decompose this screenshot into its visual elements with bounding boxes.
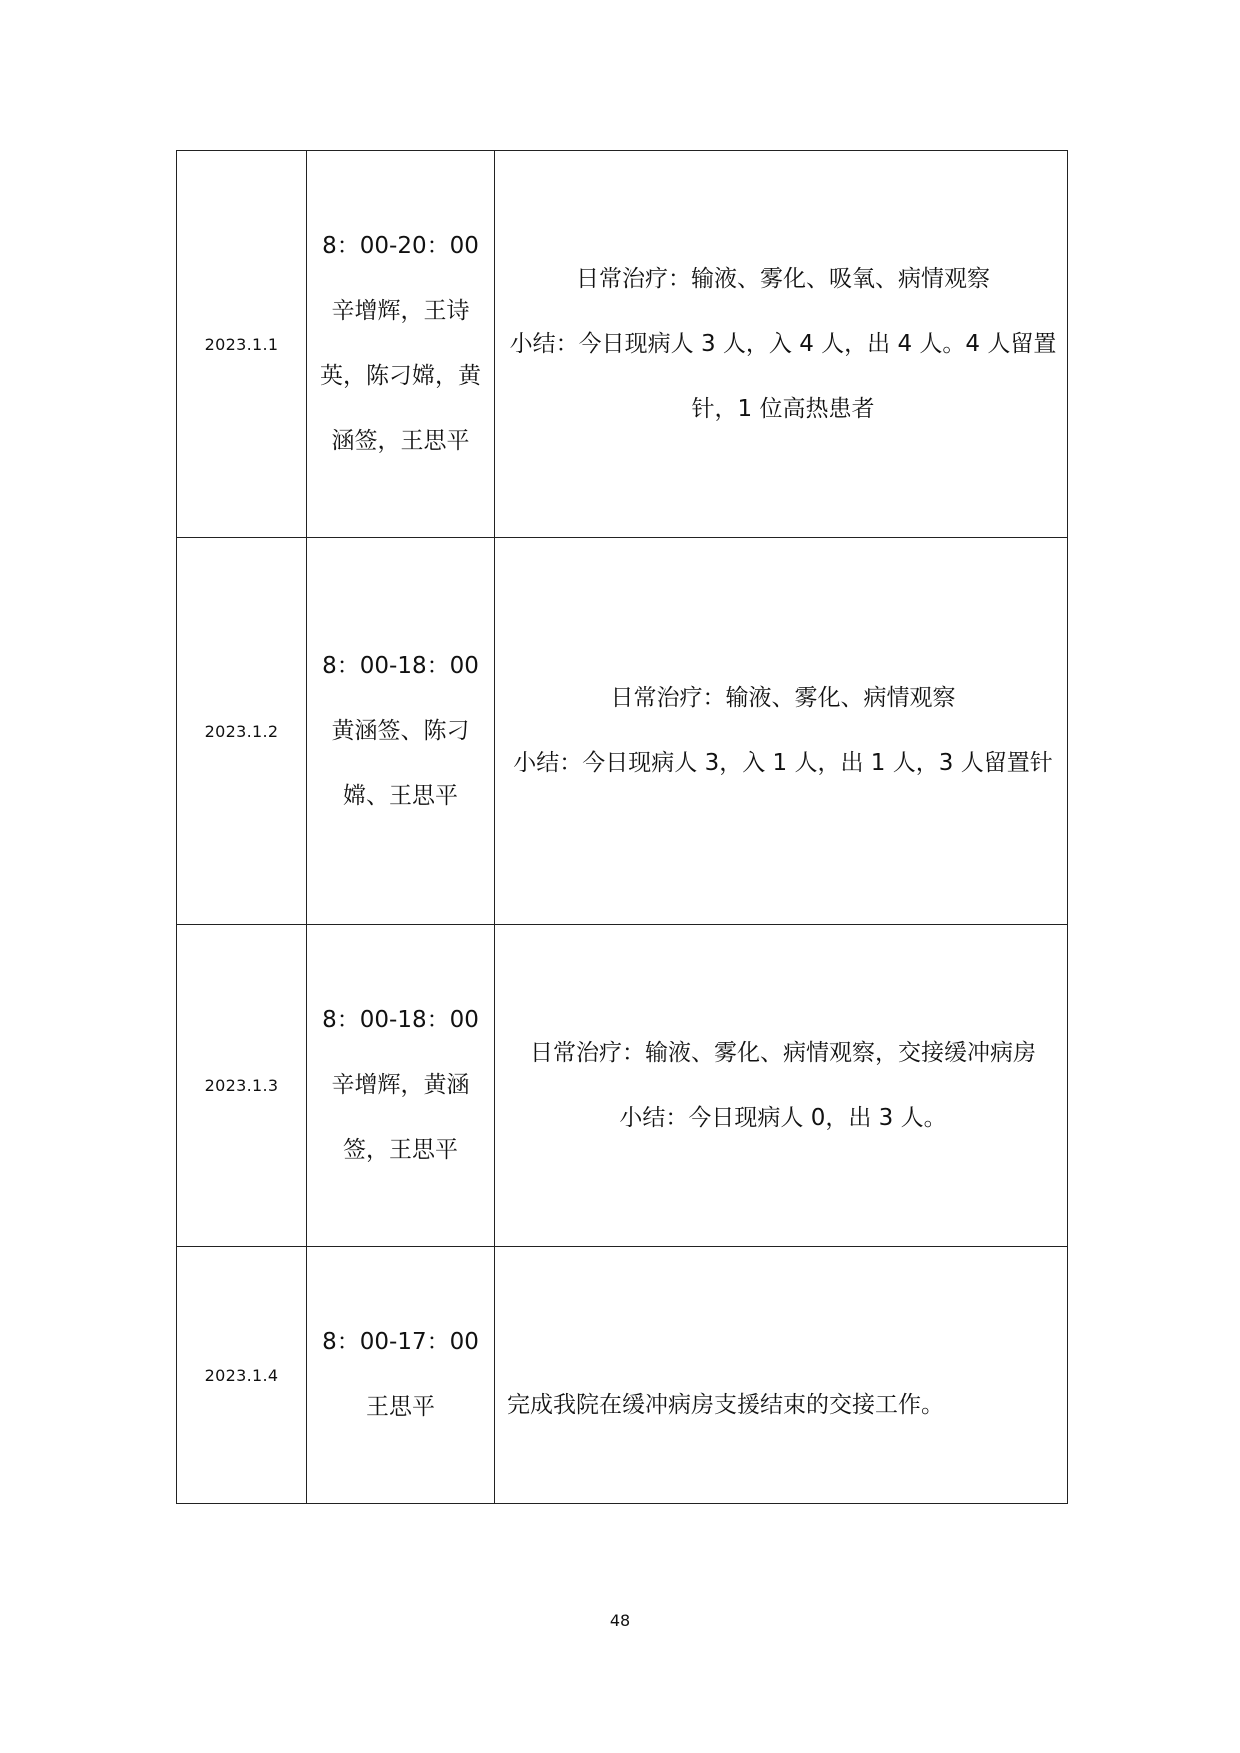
table-row — [177, 1247, 1068, 1504]
shift-time: 8：00-18：00 — [322, 652, 479, 679]
work-cell — [495, 151, 1068, 538]
date-cell: 2023.1.4 — [177, 1247, 307, 1504]
work-cell — [495, 1247, 1068, 1504]
shift-time: 8：00-20：00 — [322, 233, 479, 259]
shift-time: 8：00-18：00 — [322, 1007, 479, 1033]
table-row — [177, 538, 1068, 925]
work-cell — [495, 925, 1068, 1247]
shift-time: 8：00-17：00 — [322, 1329, 479, 1355]
shift-staff: 王思平 — [366, 1394, 435, 1420]
shift-staff: 黄涵签、陈刁嫦、王思平 — [331, 717, 470, 809]
shift-cell — [307, 151, 495, 538]
shift-cell — [307, 538, 495, 925]
summary-text: 小结：今日现病人 3 人，入 4 人，出 4 人。4 人留置针，1 位高热患者 — [509, 330, 1057, 422]
shift-cell — [307, 1247, 495, 1504]
date-cell: 2023.1.1 — [177, 151, 307, 538]
treatment-text: 日常治疗：输液、雾化、病情观察，交接缓冲病房 — [530, 1039, 1036, 1066]
shift-cell — [307, 925, 495, 1247]
date-cell: 2023.1.3 — [177, 925, 307, 1247]
shift-log-table — [176, 150, 1068, 1504]
shift-staff: 辛增辉，黄涵签，王思平 — [331, 1072, 470, 1163]
table-row — [177, 151, 1068, 538]
work-cell — [495, 538, 1068, 925]
summary-text: 小结：今日现病人 0，出 3 人。 — [619, 1104, 947, 1131]
treatment-text: 完成我院在缓冲病房支援结束的交接工作。 — [507, 1391, 944, 1418]
table-row — [177, 925, 1068, 1247]
treatment-text: 日常治疗：输液、雾化、吸氧、病情观察 — [576, 265, 990, 292]
summary-text: 小结：今日现病人 3，入 1 人，出 1 人，3 人留置针 — [513, 750, 1053, 776]
shift-staff: 辛增辉，王诗英，陈刁嫦，黄涵签，王思平 — [320, 298, 481, 454]
date-cell: 2023.1.2 — [177, 538, 307, 925]
page-number: 48 — [609, 1611, 631, 1630]
treatment-text: 日常治疗：输液、雾化、病情观察 — [610, 685, 956, 711]
